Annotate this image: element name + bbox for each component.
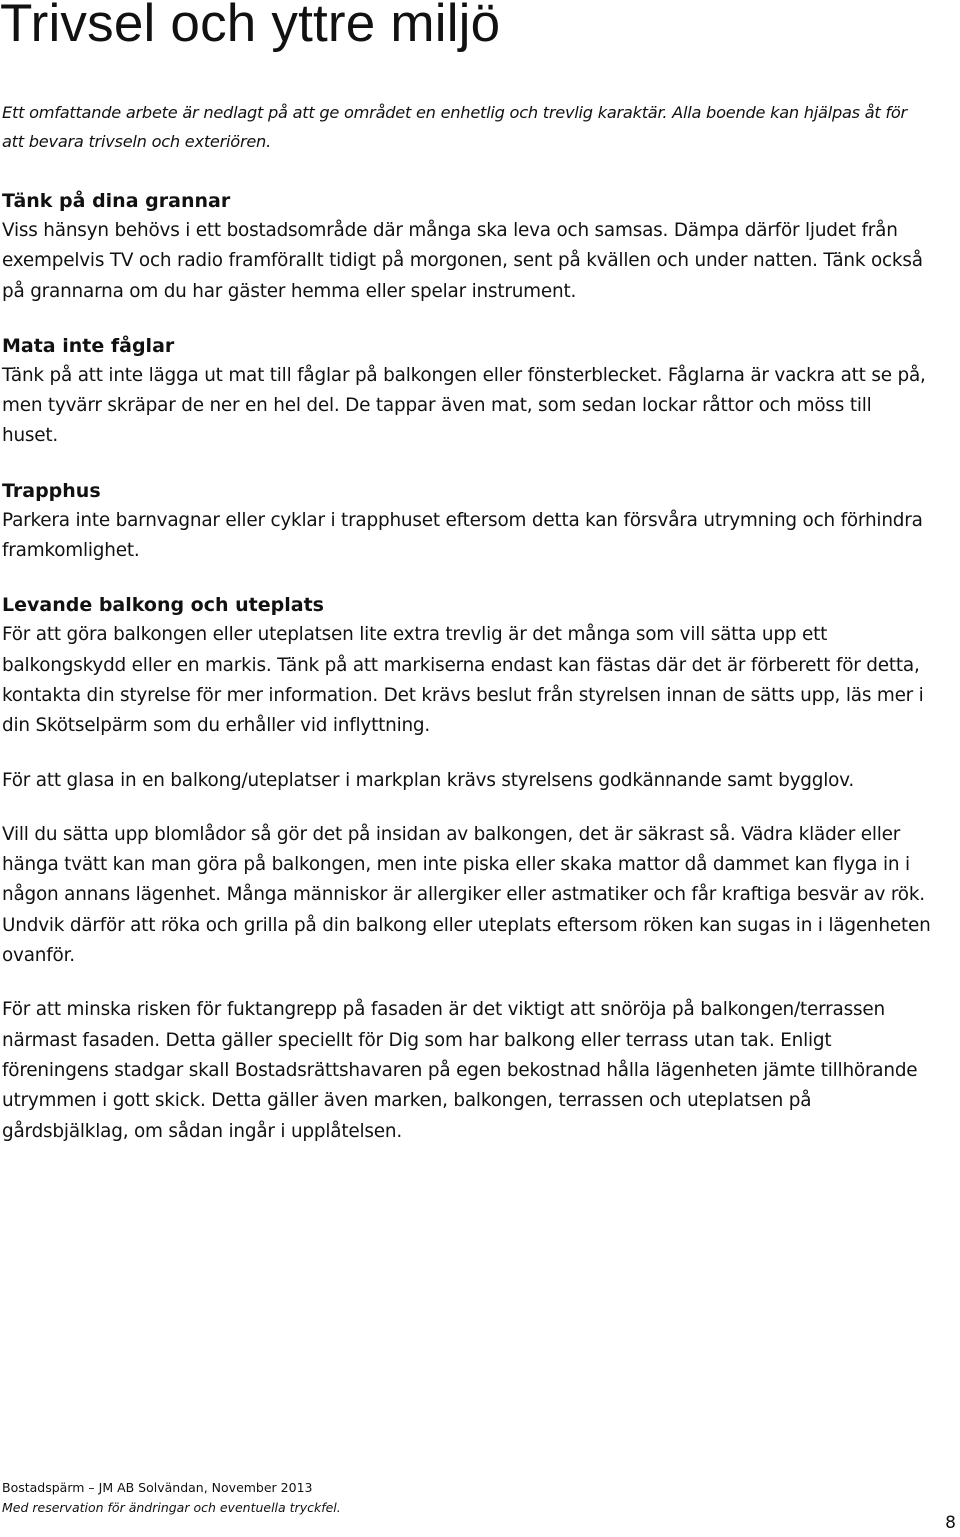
section-body: Parkera inte barnvagnar eller cyklar i trapphuset eftersom detta kan försvåra utrymning och förhindra framkomlighet. (2, 509, 923, 562)
section-stairwell (2, 476, 932, 567)
page-number: 8 (945, 1513, 956, 1533)
footer-disclaimer: Med reservation för ändringar och eventuella tryckfel. (2, 1500, 341, 1515)
paragraph-glazing: För att glasa in en balkong/uteplatser i markplan krävs styrelsens godkännande samt bygglov. (2, 769, 855, 791)
document-body (2, 186, 932, 1171)
section-neighbors (2, 186, 932, 307)
section-heading: Levande balkong och uteplats (2, 594, 324, 617)
section-body: Tänk på att inte lägga ut mat till fåglar på balkongen eller fönsterblecket. Fåglarna är vackra att se på, men tyvärr skräpar de ner en hel del. De tappar även mat, som sedan lockar råttor och möss till huset. (2, 364, 926, 447)
footer-document-info: Bostadspärm – JM AB Solvändan, November 2013 (2, 1480, 313, 1495)
intro-text: Ett omfattande arbete är nedlagt på att ge området en enhetlig och trevlig karaktär. Alla boende kan hjälpas åt för att bevara trivseln och exteriören. (2, 103, 907, 151)
section-heading: Mata inte fåglar (2, 334, 175, 357)
section-balcony (2, 590, 932, 741)
section-heading: Tänk på dina grannar (2, 190, 231, 212)
page-title: Trivsel och yttre miljö (0, 0, 501, 53)
page-footer (2, 1478, 702, 1518)
section-body: För att göra balkongen eller uteplatsen lite extra trevlig är det många som vill sätta upp ett balkongskydd eller en markis. Tänk på att markiserna endast kan fästas där det är förberett för detta, kontakta din styrelse för mer information. Det krävs beslut från styrelsen innan de sätts upp, läs mer i din Skötselpärm som du erhåller vid inflyttning. (2, 624, 924, 737)
section-birds (2, 331, 932, 452)
paragraph-moisture: För att minska risken för fuktangrepp på fasaden är det viktigt att snöröja på balkongen/terrassen närmast fasaden. Detta gäller speciellt för Dig som har balkong eller terrass utan tak. Enligt föreningens stadgar skall Bostadsrättshavaren på egen bekostnad hålla lägenheten jämte tillhörande utrymmen i gott skick. Detta gäller även marken, balkongen, terrassen och uteplatsen på gårdsbjälklag, om sådan ingår i upplåtelsen. (2, 999, 918, 1142)
section-body: Viss hänsyn behövs i ett bostadsområde där många ska leva och samsas. Dämpa därför ljudet från exempelvis TV och radio framförallt tidigt på morgonen, sent på kvällen och under natten. Tänk också på grannarna om du har gäster hemma eller spelar instrument. (2, 220, 923, 302)
section-heading: Trapphus (2, 479, 101, 502)
paragraph-flowerboxes: Vill du sätta upp blomlådor så gör det på insidan av balkongen, det är säkrast så. Vädra kläder eller hänga tvätt kan man göra på balkongen, men inte piska eller skaka mattor då dammet kan flyga in i någon annans lägenhet. Många människor är allergiker eller astmatiker och får kraftiga besvär av rök. Undvik därför att röka och grilla på din balkong eller uteplats eftersom röken kan sugas in i lägenheten ovanför. (2, 823, 931, 967)
